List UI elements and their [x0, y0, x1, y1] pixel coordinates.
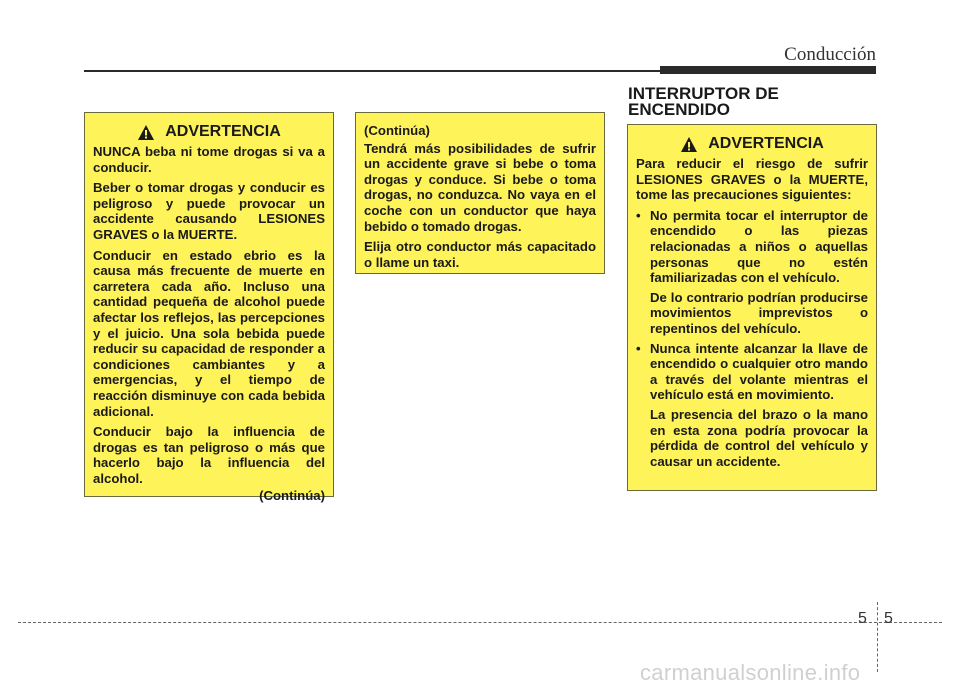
- header-bar: [660, 66, 876, 74]
- warning-paragraph: Tendrá más posibilidades de sufrir un accidente grave si bebe o toma drogas y conduce. Si bebe o toma drogas, no conduzca. No vaya en el coche con un conductor que haya bebido o tomado drogas.: [364, 140, 596, 234]
- watermark: carmanualsonline.info: [640, 660, 861, 685]
- warning-intro: Para reducir el riesgo de sufrir LESIONES GRAVES o la MUERTE, tome las precauciones siguientes:: [636, 156, 868, 203]
- warning-title: ADVERTENCIA: [165, 123, 281, 140]
- warning-header: [636, 135, 868, 153]
- section-heading-line1: INTERRUPTOR DE: [628, 84, 779, 103]
- list-item-note: La presencia del brazo o la mano en esta zona podría provocar la pérdida de control del vehículo y causar un accidente.: [650, 406, 868, 469]
- warning-paragraph: Conducir bajo la influencia de drogas es tan peligroso o más que hacerlo bajo la influencia del alcohol.: [93, 424, 325, 486]
- warning-triangle-icon: [137, 124, 155, 141]
- warning-title: ADVERTENCIA: [708, 135, 824, 152]
- section-heading: [628, 86, 779, 118]
- continued-label: (Continúa): [364, 123, 430, 138]
- list-item-text: No permita tocar el interruptor de encendido o las piezas relacionadas a niños o aquellas personas que no estén familiarizadas con el vehículo.: [650, 207, 868, 286]
- list-item-text: Nunca intente alcanzar la llave de encendido o cualquier otro mando a través del volante mientras el vehículo está en movimiento.: [650, 340, 868, 403]
- section-title: Conducción: [784, 44, 876, 65]
- header-rule: [84, 70, 660, 72]
- warning-box-continued: [355, 112, 605, 274]
- list-item: [636, 208, 868, 337]
- warning-paragraph: Conducir en estado ebrio es la causa más frecuente de muerte en carretera cada año. Incluso una cantidad pequeña de alcohol puede afectar los reflejos, las percepciones y el juicio. Una sola bebida puede reducir su capacidad de responder a condiciones cambiantes y a emergencias, y el tiempo de reacción disminuye con cada bebida adicional.: [93, 247, 325, 419]
- warning-header: [93, 123, 325, 141]
- continues-label: (Continúa): [259, 488, 325, 504]
- footer-rule: [18, 622, 942, 623]
- chapter-number: 5: [858, 610, 867, 627]
- warning-paragraph: Elija otro conductor más capacitado o llame un taxi.: [364, 239, 596, 270]
- warning-triangle-icon: [680, 136, 698, 153]
- list-item: [636, 341, 868, 470]
- footer-divider: [877, 602, 878, 672]
- warning-paragraph: Beber o tomar drogas y conducir es peligroso y puede provocar un accidente causando LESIONES GRAVES o la MUERTE.: [93, 180, 325, 242]
- warning-box-alcohol: [84, 112, 334, 504]
- list-item-note: De lo contrario podrían producirse movimientos imprevistos o repentinos del vehículo.: [650, 289, 868, 336]
- precautions-list: [636, 208, 868, 470]
- section-heading-line2: ENCENDIDO: [628, 100, 731, 119]
- warning-box-ignition: [627, 124, 877, 491]
- warning-paragraph: NUNCA beba ni tome drogas si va a conducir.: [93, 144, 325, 175]
- page-number: 5: [884, 610, 893, 627]
